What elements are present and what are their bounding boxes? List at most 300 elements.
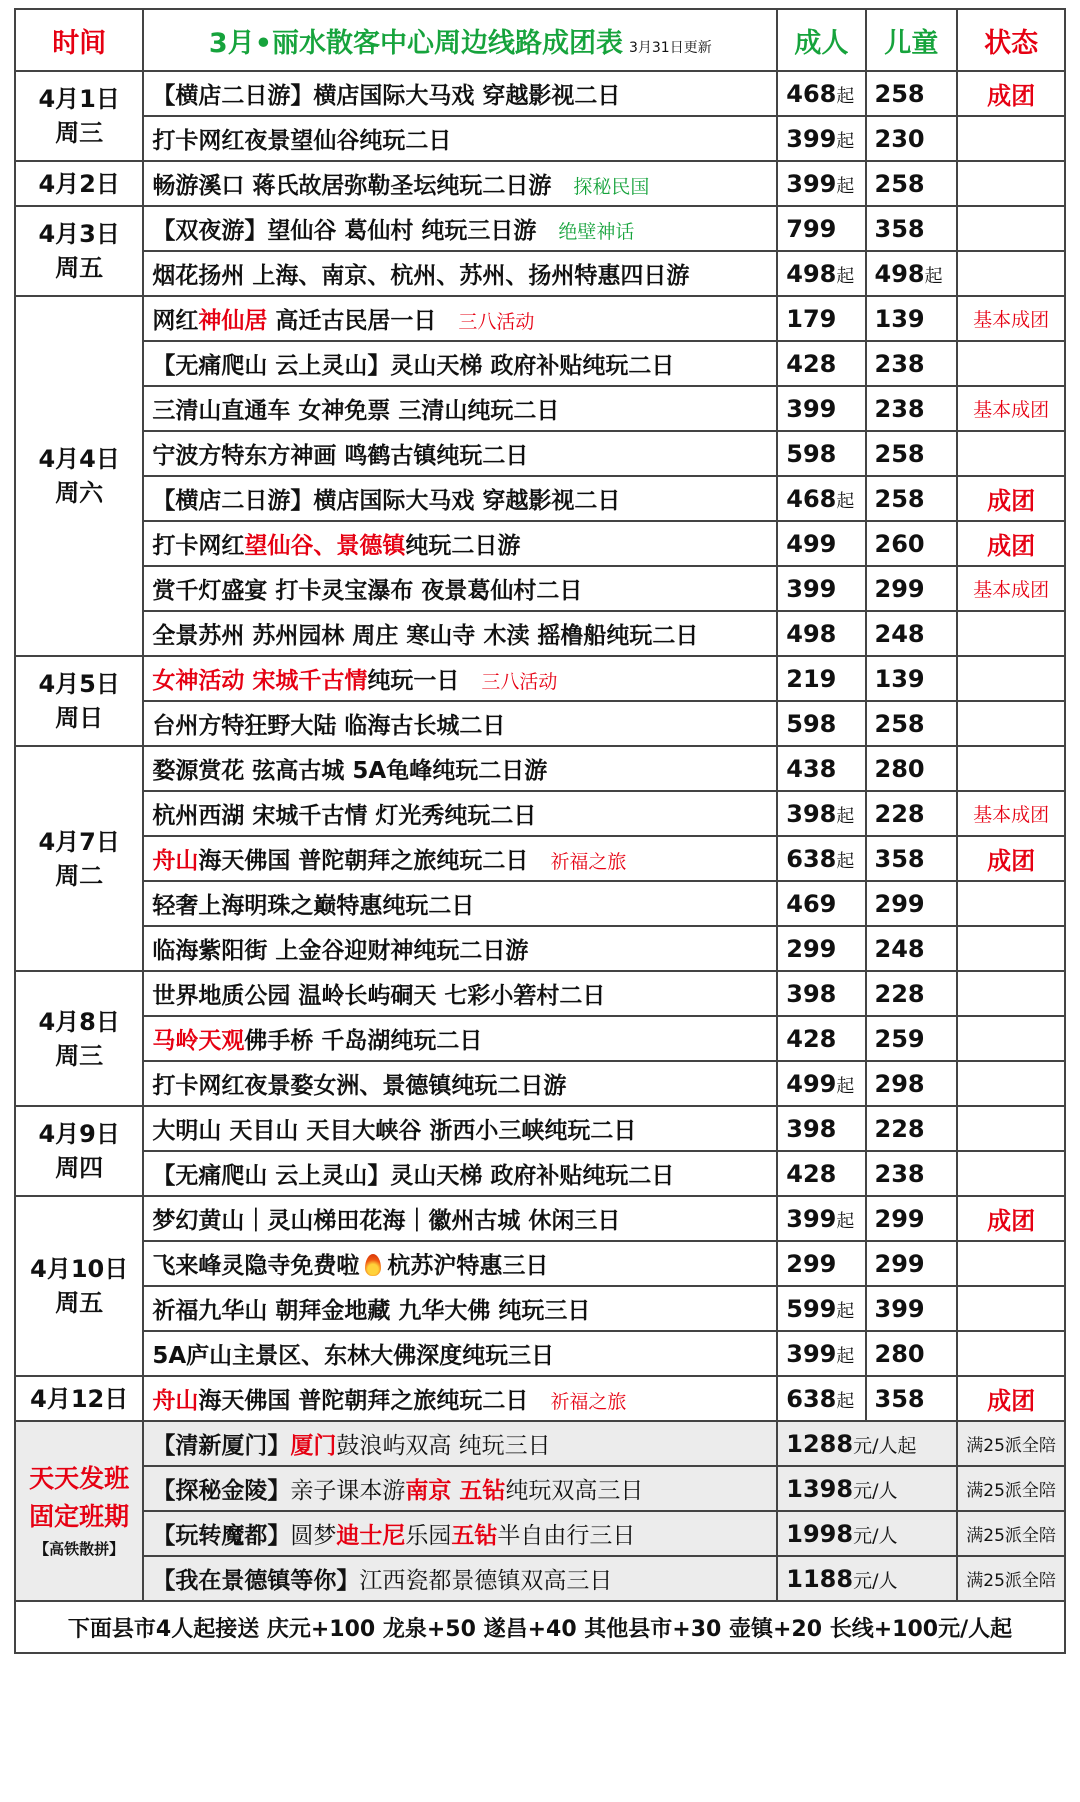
child-price-cell <box>866 971 958 1016</box>
route-cell <box>143 161 777 206</box>
adult-price: 498 <box>786 619 837 648</box>
child-price-cell <box>866 476 958 521</box>
adult-price: 598 <box>786 439 837 468</box>
route-name: 梦幻黄山｜灵山梯田花海｜徽州古城 休闲三日 <box>152 1208 621 1234</box>
route-cell <box>143 1061 777 1106</box>
child-price-cell <box>866 566 958 611</box>
date-cell <box>15 746 143 971</box>
schedule-sheet <box>14 8 1066 1654</box>
date-cell <box>15 1106 143 1196</box>
adult-price-cell <box>777 701 865 746</box>
schedule-body <box>15 9 1065 1653</box>
table-row <box>15 926 1065 971</box>
table-row <box>15 251 1065 296</box>
route-cell <box>143 1376 777 1421</box>
price-suffix: 起 <box>836 1390 855 1412</box>
status-cell <box>957 1016 1065 1061</box>
child-price: 259 <box>874 1024 925 1053</box>
date-label: 4月9日 <box>38 1120 120 1148</box>
child-price-cell <box>866 656 958 701</box>
route-highlight: 望仙谷、景德镇 <box>244 533 406 559</box>
status-cell <box>957 1286 1065 1331</box>
route-cell <box>143 566 777 611</box>
child-price: 139 <box>874 664 925 693</box>
child-price: 258 <box>874 439 925 468</box>
child-price: 358 <box>874 214 925 243</box>
child-price-cell <box>866 611 958 656</box>
child-price: 258 <box>874 709 925 738</box>
status-cell <box>957 1196 1065 1241</box>
status-cell <box>957 431 1065 476</box>
child-price: 248 <box>874 619 925 648</box>
price-suffix: 起 <box>924 265 943 287</box>
status-badge: 基本成团 <box>973 309 1050 331</box>
route-name: 5A庐山主景区、东林大佛深度纯玩三日 <box>152 1343 555 1369</box>
route-cell <box>143 1241 777 1286</box>
route-cell <box>143 701 777 746</box>
fire-icon <box>365 1254 381 1276</box>
fixed-price-cell <box>777 1511 957 1556</box>
status-cell <box>957 161 1065 206</box>
child-price: 238 <box>874 394 925 423</box>
fixed-route-cell <box>143 1466 777 1511</box>
adult-price: 299 <box>786 1249 837 1278</box>
child-price: 399 <box>874 1294 925 1323</box>
price-suffix: 起 <box>836 130 855 152</box>
route-cell <box>143 971 777 1016</box>
fixed-row <box>15 1421 1065 1466</box>
route-cell <box>143 386 777 431</box>
route-name: 大明山 天目山 天目大峡谷 浙西小三峡纯玩二日 <box>152 1118 637 1144</box>
child-price-cell <box>866 701 958 746</box>
fixed-price-cell <box>777 1421 957 1466</box>
fixed-price: 1998 <box>786 1519 854 1548</box>
footer-row <box>15 1601 1065 1653</box>
child-price: 238 <box>874 1159 925 1188</box>
child-price: 358 <box>874 844 925 873</box>
table-row <box>15 206 1065 251</box>
fixed-note: 满25派全陪 <box>966 1436 1056 1456</box>
route-cell <box>143 1196 777 1241</box>
date-cell <box>15 656 143 746</box>
price-suffix: 起 <box>836 1345 855 1367</box>
adult-price: 799 <box>786 214 837 243</box>
fixed-route-tag: 【探秘金陵】 <box>152 1478 291 1504</box>
route-name-rest: 高迁古民居一日 <box>267 308 437 334</box>
fixed-route-rest: 半自由行三日 <box>497 1523 636 1549</box>
fixed-route-pre: 圆梦 <box>290 1523 337 1549</box>
route-name: 飞来峰灵隐寺免费啦 <box>152 1253 360 1279</box>
table-row <box>15 431 1065 476</box>
table-row <box>15 1376 1065 1421</box>
adult-price-cell <box>777 386 865 431</box>
route-highlight: 舟山 <box>152 1388 199 1414</box>
route-name: 【无痛爬山 云上灵山】灵山天梯 政府补贴纯玩二日 <box>152 353 675 379</box>
route-name: 网红 <box>152 308 199 334</box>
table-row <box>15 701 1065 746</box>
route-name: 畅游溪口 蒋氏故居弥勒圣坛纯玩二日游 <box>152 173 552 199</box>
fixed-note-cell <box>957 1556 1065 1601</box>
date-cell <box>15 161 143 206</box>
adult-price: 399 <box>786 1204 837 1233</box>
table-row <box>15 656 1065 701</box>
route-name-rest: 海天佛国 普陀朝拜之旅纯玩二日 <box>198 1388 529 1414</box>
adult-price-cell <box>777 746 865 791</box>
fixed-route-pre: 亲子课本游 <box>290 1478 406 1504</box>
route-name-rest: 纯玩二日游 <box>405 533 521 559</box>
adult-price-cell <box>777 1196 865 1241</box>
date-label: 4月10日 <box>30 1255 129 1283</box>
status-cell <box>957 1331 1065 1376</box>
fixed-price-cell <box>777 1466 957 1511</box>
route-highlight: 神仙居 <box>198 308 268 334</box>
route-name: 打卡网红夜景婺女洲、景德镇纯玩二日游 <box>152 1073 567 1099</box>
status-cell <box>957 566 1065 611</box>
fixed-route-highlight: 五钻 <box>451 1523 498 1549</box>
page-title: 3月•丽水散客中心周边线路成团表 <box>208 27 623 59</box>
child-price-cell <box>866 71 958 116</box>
route-cell <box>143 1016 777 1061</box>
price-suffix: 起 <box>836 265 855 287</box>
route-highlight: 女神活动 宋城千古情 <box>152 668 368 694</box>
fixed-route-tag: 【我在景德镇等你】 <box>152 1568 360 1594</box>
header-row <box>15 9 1065 71</box>
adult-price: 469 <box>786 889 837 918</box>
status-cell <box>957 71 1065 116</box>
route-cell <box>143 1286 777 1331</box>
adult-price: 428 <box>786 1024 837 1053</box>
route-cell <box>143 746 777 791</box>
adult-price: 399 <box>786 1339 837 1368</box>
adult-price: 179 <box>786 304 837 333</box>
route-name: 【双夜游】望仙谷 葛仙村 纯玩三日游 <box>152 218 537 244</box>
adult-price-cell <box>777 566 865 611</box>
route-cell <box>143 431 777 476</box>
date-label: 4月2日 <box>38 169 120 198</box>
route-cell <box>143 521 777 566</box>
status-badge: 成团 <box>987 532 1036 560</box>
route-note: 三八活动 <box>458 311 535 333</box>
route-note: 祈福之旅 <box>550 851 627 873</box>
header-adult: 成人 <box>777 9 865 71</box>
route-name: 临海紫阳街 上金谷迎财神纯玩二日游 <box>152 938 529 964</box>
adult-price-cell <box>777 1241 865 1286</box>
child-price-cell <box>866 206 958 251</box>
table-row <box>15 746 1065 791</box>
child-price: 280 <box>874 754 925 783</box>
status-badge: 基本成团 <box>973 579 1050 601</box>
status-cell <box>957 791 1065 836</box>
child-price-cell <box>866 1286 958 1331</box>
date-cell <box>15 71 143 161</box>
status-cell <box>957 296 1065 341</box>
route-name: 打卡网红夜景望仙谷纯玩二日 <box>152 128 452 154</box>
status-cell <box>957 521 1065 566</box>
child-price: 299 <box>874 889 925 918</box>
child-price-cell <box>866 1061 958 1106</box>
status-cell <box>957 656 1065 701</box>
table-row <box>15 1241 1065 1286</box>
route-highlight: 舟山 <box>152 848 199 874</box>
fixed-route-highlight: 迪士尼 <box>336 1523 406 1549</box>
adult-price-cell <box>777 1376 865 1421</box>
adult-price-cell <box>777 116 865 161</box>
status-badge: 成团 <box>987 1207 1036 1235</box>
route-note: 三八活动 <box>481 671 558 693</box>
table-row <box>15 1196 1065 1241</box>
route-highlight: 马岭天观 <box>152 1028 245 1054</box>
route-cell <box>143 836 777 881</box>
fixed-note-cell <box>957 1421 1065 1466</box>
adult-price: 468 <box>786 79 837 108</box>
status-cell <box>957 611 1065 656</box>
header-title-cell <box>143 9 777 71</box>
table-row <box>15 386 1065 431</box>
price-suffix: 起 <box>836 1300 855 1322</box>
fixed-note: 满25派全陪 <box>966 1526 1056 1546</box>
child-price-cell <box>866 881 958 926</box>
child-price: 260 <box>874 529 925 558</box>
fixed-price: 1398 <box>786 1474 854 1503</box>
child-price: 258 <box>874 79 925 108</box>
route-name: 宁波方特东方神画 鸣鹤古镇纯玩二日 <box>152 443 529 469</box>
status-cell <box>957 836 1065 881</box>
child-price-cell <box>866 926 958 971</box>
fixed-route-highlight: 厦门 <box>290 1433 337 1459</box>
route-cell <box>143 71 777 116</box>
status-cell <box>957 341 1065 386</box>
status-badge: 成团 <box>987 82 1036 110</box>
fixed-label-2: 固定班期 <box>29 1502 130 1531</box>
child-price: 248 <box>874 934 925 963</box>
child-price-cell <box>866 836 958 881</box>
route-cell <box>143 926 777 971</box>
header-child: 儿童 <box>866 9 958 71</box>
status-cell <box>957 1151 1065 1196</box>
table-row <box>15 296 1065 341</box>
child-price: 228 <box>874 979 925 1008</box>
route-cell <box>143 1106 777 1151</box>
route-note: 祈福之旅 <box>550 1391 627 1413</box>
fixed-label-3: 【高铁散拼】 <box>34 1540 125 1558</box>
header-time: 时间 <box>15 9 143 71</box>
route-cell <box>143 251 777 296</box>
table-row <box>15 791 1065 836</box>
fixed-price-unit: 元/人 <box>853 1569 898 1592</box>
fixed-route-cell <box>143 1511 777 1556</box>
route-name-rest: 佛手桥 千岛湖纯玩二日 <box>244 1028 483 1054</box>
fixed-price: 1288 <box>786 1429 854 1458</box>
date-label: 4月5日 <box>38 670 120 698</box>
price-suffix: 起 <box>836 1210 855 1232</box>
fixed-note-cell <box>957 1466 1065 1511</box>
adult-price-cell <box>777 1151 865 1196</box>
adult-price-cell <box>777 836 865 881</box>
child-price: 228 <box>874 1114 925 1143</box>
weekday-label: 周日 <box>55 704 104 732</box>
child-price-cell <box>866 1241 958 1286</box>
adult-price: 638 <box>786 844 837 873</box>
table-row <box>15 881 1065 926</box>
table-row <box>15 1151 1065 1196</box>
route-cell <box>143 341 777 386</box>
status-cell <box>957 476 1065 521</box>
adult-price-cell <box>777 1286 865 1331</box>
date-cell <box>15 296 143 656</box>
route-name: 祈福九华山 朝拜金地藏 九华大佛 纯玩三日 <box>152 1298 591 1324</box>
fixed-route-rest: 鼓浪屿双高 纯玩三日 <box>336 1433 551 1459</box>
adult-price-cell <box>777 791 865 836</box>
fixed-row <box>15 1556 1065 1601</box>
schedule-table <box>14 8 1066 1654</box>
child-price-cell <box>866 251 958 296</box>
fixed-route-tag: 【玩转魔都】 <box>152 1523 291 1549</box>
route-cell <box>143 296 777 341</box>
fixed-note: 满25派全陪 <box>966 1481 1056 1501</box>
adult-price: 398 <box>786 799 837 828</box>
adult-price: 398 <box>786 979 837 1008</box>
adult-price: 468 <box>786 484 837 513</box>
adult-price-cell <box>777 71 865 116</box>
child-price-cell <box>866 1016 958 1061</box>
child-price: 299 <box>874 1204 925 1233</box>
route-name-rest: 杭苏沪特惠三日 <box>387 1253 549 1279</box>
status-cell <box>957 701 1065 746</box>
child-price: 298 <box>874 1069 925 1098</box>
route-name: 烟花扬州 上海、南京、杭州、苏州、扬州特惠四日游 <box>152 263 690 289</box>
child-price: 238 <box>874 349 925 378</box>
adult-price: 499 <box>786 1069 837 1098</box>
date-cell <box>15 1376 143 1421</box>
fixed-price-unit: 元/人 <box>853 1524 898 1547</box>
route-cell <box>143 656 777 701</box>
adult-price-cell <box>777 251 865 296</box>
table-row <box>15 1106 1065 1151</box>
date-label: 4月3日 <box>38 220 120 248</box>
fixed-route-highlight: 南京 五钻 <box>405 1478 506 1504</box>
child-price: 230 <box>874 124 925 153</box>
adult-price: 428 <box>786 349 837 378</box>
adult-price-cell <box>777 1061 865 1106</box>
adult-price-cell <box>777 1016 865 1061</box>
adult-price-cell <box>777 521 865 566</box>
route-name: 婺源赏花 弦高古城 5A龟峰纯玩二日游 <box>152 758 548 784</box>
route-cell <box>143 476 777 521</box>
child-price-cell <box>866 161 958 206</box>
adult-price-cell <box>777 1331 865 1376</box>
adult-price-cell <box>777 161 865 206</box>
fixed-row <box>15 1466 1065 1511</box>
price-suffix: 起 <box>836 175 855 197</box>
route-name: 【横店二日游】横店国际大马戏 穿越影视二日 <box>152 488 621 514</box>
weekday-label: 周五 <box>55 1289 104 1317</box>
child-price-cell <box>866 386 958 431</box>
fixed-route-rest: 江西瓷都景德镇双高三日 <box>359 1568 613 1594</box>
status-badge: 成团 <box>987 1387 1036 1415</box>
status-cell <box>957 1376 1065 1421</box>
fixed-row <box>15 1511 1065 1556</box>
child-price-cell <box>866 431 958 476</box>
date-label: 4月12日 <box>30 1384 129 1413</box>
weekday-label: 周五 <box>55 254 104 282</box>
date-label: 4月1日 <box>38 85 120 113</box>
table-row <box>15 566 1065 611</box>
status-cell <box>957 1061 1065 1106</box>
adult-price: 499 <box>786 529 837 558</box>
fixed-route-rest: 纯玩双高三日 <box>505 1478 644 1504</box>
route-name: 【无痛爬山 云上灵山】灵山天梯 政府补贴纯玩二日 <box>152 1163 675 1189</box>
fixed-price: 1188 <box>786 1564 854 1593</box>
child-price-cell <box>866 1376 958 1421</box>
adult-price-cell <box>777 971 865 1016</box>
adult-price-cell <box>777 926 865 971</box>
route-name: 杭州西湖 宋城千古情 灯光秀纯玩二日 <box>152 803 537 829</box>
child-price: 358 <box>874 1384 925 1413</box>
price-suffix: 起 <box>836 85 855 107</box>
table-row <box>15 476 1065 521</box>
table-row <box>15 341 1065 386</box>
adult-price: 438 <box>786 754 837 783</box>
adult-price-cell <box>777 656 865 701</box>
child-price: 498 <box>874 259 925 288</box>
table-row <box>15 1286 1065 1331</box>
fixed-route-cell <box>143 1421 777 1466</box>
adult-price: 498 <box>786 259 837 288</box>
fixed-route-mid: 乐园 <box>405 1523 452 1549</box>
table-row <box>15 971 1065 1016</box>
table-row <box>15 521 1065 566</box>
route-cell <box>143 881 777 926</box>
status-cell <box>957 1106 1065 1151</box>
fixed-price-unit: 元/人 <box>853 1479 898 1502</box>
child-price-cell <box>866 116 958 161</box>
status-cell <box>957 386 1065 431</box>
adult-price-cell <box>777 296 865 341</box>
child-price: 280 <box>874 1339 925 1368</box>
fixed-price-unit: 元/人起 <box>853 1434 917 1457</box>
route-cell <box>143 1331 777 1376</box>
route-name: 【横店二日游】横店国际大马戏 穿越影视二日 <box>152 83 621 109</box>
child-price: 299 <box>874 574 925 603</box>
route-note: 绝壁神话 <box>558 221 635 243</box>
route-cell <box>143 116 777 161</box>
route-cell <box>143 611 777 656</box>
footer-text: 下面县市4人起接送 庆元+100 龙泉+50 遂昌+40 其他县市+30 壶镇+20 长线+100元/人起 <box>67 1616 1013 1642</box>
fixed-label-cell <box>15 1421 143 1601</box>
price-suffix: 起 <box>836 1075 855 1097</box>
status-cell <box>957 881 1065 926</box>
weekday-label: 周六 <box>55 479 104 507</box>
header-status: 状态 <box>957 9 1065 71</box>
child-price-cell <box>866 521 958 566</box>
adult-price-cell <box>777 341 865 386</box>
route-note: 探秘民国 <box>573 176 650 198</box>
child-price-cell <box>866 746 958 791</box>
date-cell <box>15 1196 143 1376</box>
table-row <box>15 1061 1065 1106</box>
child-price-cell <box>866 341 958 386</box>
route-name: 世界地质公园 温岭长屿硐天 七彩小箬村二日 <box>152 983 606 1009</box>
child-price-cell <box>866 1106 958 1151</box>
adult-price-cell <box>777 206 865 251</box>
fixed-note-cell <box>957 1511 1065 1556</box>
table-row <box>15 161 1065 206</box>
status-badge: 基本成团 <box>973 399 1050 421</box>
child-price-cell <box>866 296 958 341</box>
adult-price: 219 <box>786 664 837 693</box>
adult-price-cell <box>777 881 865 926</box>
date-cell <box>15 206 143 296</box>
